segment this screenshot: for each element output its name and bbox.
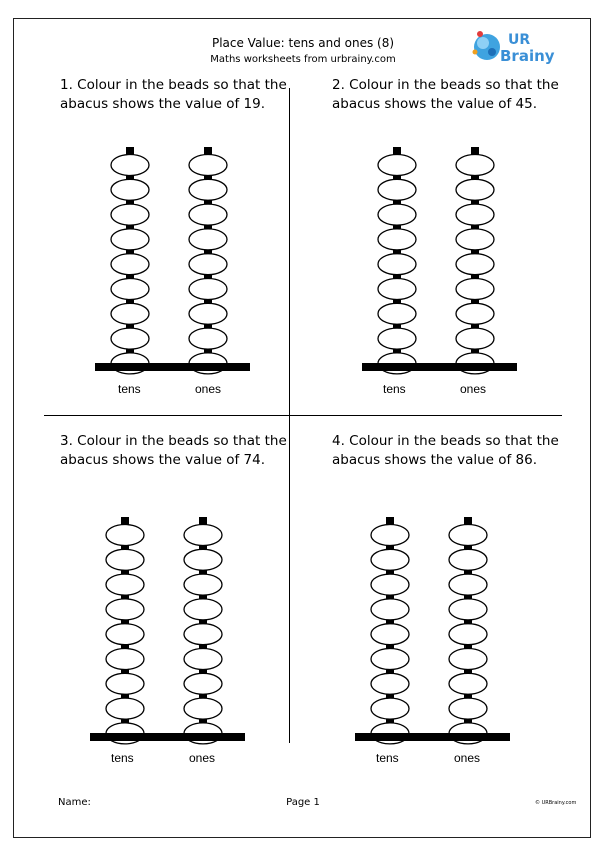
ones-bead bbox=[184, 673, 222, 694]
tens-bead bbox=[111, 179, 149, 200]
ones-bead bbox=[449, 698, 487, 719]
abacus-2-tens-label: tens bbox=[383, 382, 406, 396]
tens-bead bbox=[111, 229, 149, 250]
tens-bead bbox=[371, 624, 409, 645]
tens-bead bbox=[111, 328, 149, 349]
tens-bead bbox=[106, 525, 144, 546]
horizontal-divider bbox=[44, 415, 562, 416]
ones-bead bbox=[189, 229, 227, 250]
tens-bead bbox=[106, 624, 144, 645]
tens-bead bbox=[371, 649, 409, 670]
ones-bead bbox=[449, 574, 487, 595]
ones-bead bbox=[189, 303, 227, 324]
tens-bead bbox=[111, 155, 149, 176]
tens-bead bbox=[371, 549, 409, 570]
ones-bead bbox=[456, 155, 494, 176]
tens-bead bbox=[378, 303, 416, 324]
ones-bead bbox=[189, 179, 227, 200]
ones-bead bbox=[449, 549, 487, 570]
abacus-2-ones-label: ones bbox=[460, 382, 487, 396]
abacus-4 bbox=[355, 512, 510, 744]
tens-bead bbox=[111, 303, 149, 324]
ones-bead bbox=[456, 179, 494, 200]
abacus-4-ones-label: ones bbox=[454, 751, 481, 765]
tens-bead bbox=[106, 649, 144, 670]
tens-bead bbox=[378, 155, 416, 176]
logo-text-brainy: Brainy bbox=[500, 47, 555, 65]
abacus-base bbox=[95, 363, 250, 371]
tens-bead bbox=[378, 279, 416, 300]
question-3-text: 3. Colour in the beads so that the abacus shows the value of 74. bbox=[60, 433, 287, 468]
ones-bead bbox=[456, 204, 494, 225]
ones-bead bbox=[456, 279, 494, 300]
name-label: Name: bbox=[58, 797, 91, 808]
question-1-text: 1. Colour in the beads so that the abacus shows the value of 19. bbox=[60, 77, 287, 112]
abacus-3-tens-label: tens bbox=[111, 751, 134, 765]
abacus-3-ones-label: ones bbox=[189, 751, 216, 765]
tens-bead bbox=[371, 698, 409, 719]
ones-bead bbox=[184, 599, 222, 620]
tens-bead bbox=[106, 698, 144, 719]
tens-bead bbox=[378, 328, 416, 349]
ones-bead bbox=[456, 303, 494, 324]
tens-bead bbox=[111, 254, 149, 275]
ones-bead bbox=[189, 204, 227, 225]
ones-bead bbox=[189, 328, 227, 349]
tens-bead bbox=[371, 599, 409, 620]
ones-bead bbox=[184, 698, 222, 719]
tens-bead bbox=[106, 673, 144, 694]
ones-bead bbox=[189, 279, 227, 300]
tens-bead bbox=[371, 574, 409, 595]
abacus-1-tens-label: tens bbox=[118, 382, 141, 396]
worksheet-title: Place Value: tens and ones (8) bbox=[211, 36, 395, 50]
ones-bead bbox=[184, 574, 222, 595]
copyright-notice: © URBrainy.com bbox=[535, 800, 577, 806]
ones-bead bbox=[449, 673, 487, 694]
ones-bead bbox=[184, 624, 222, 645]
ones-bead bbox=[449, 599, 487, 620]
tens-bead bbox=[111, 279, 149, 300]
tens-bead bbox=[378, 204, 416, 225]
ones-bead bbox=[456, 254, 494, 275]
tens-bead bbox=[106, 574, 144, 595]
worksheet-subtitle: Maths worksheets from urbrainy.com bbox=[210, 54, 396, 65]
ones-bead bbox=[184, 525, 222, 546]
abacus-3 bbox=[90, 512, 245, 744]
question-2-text: 2. Colour in the beads so that the abacus shows the value of 45. bbox=[332, 77, 559, 112]
ones-bead bbox=[189, 155, 227, 176]
logo-text-ur: UR bbox=[508, 32, 531, 48]
abacus-base bbox=[355, 733, 510, 741]
ones-bead bbox=[189, 254, 227, 275]
abacus-1 bbox=[95, 142, 250, 374]
ones-bead bbox=[456, 229, 494, 250]
urbrainy-logo bbox=[470, 26, 562, 68]
tens-bead bbox=[378, 229, 416, 250]
question-4-text: 4. Colour in the beads so that the abacus shows the value of 86. bbox=[332, 433, 559, 468]
tens-bead bbox=[371, 673, 409, 694]
abacus-4-tens-label: tens bbox=[376, 751, 399, 765]
ones-bead bbox=[449, 624, 487, 645]
abacus-2 bbox=[362, 142, 517, 374]
tens-bead bbox=[378, 254, 416, 275]
ones-bead bbox=[184, 549, 222, 570]
tens-bead bbox=[371, 525, 409, 546]
abacus-base bbox=[90, 733, 245, 741]
ones-bead bbox=[456, 328, 494, 349]
abacus-base bbox=[362, 363, 517, 371]
tens-bead bbox=[106, 599, 144, 620]
tens-bead bbox=[106, 549, 144, 570]
tens-bead bbox=[111, 204, 149, 225]
ones-bead bbox=[449, 649, 487, 670]
abacus-1-ones-label: ones bbox=[195, 382, 222, 396]
tens-bead bbox=[378, 179, 416, 200]
page-number: Page 1 bbox=[286, 797, 320, 808]
ones-bead bbox=[449, 525, 487, 546]
ones-bead bbox=[184, 649, 222, 670]
